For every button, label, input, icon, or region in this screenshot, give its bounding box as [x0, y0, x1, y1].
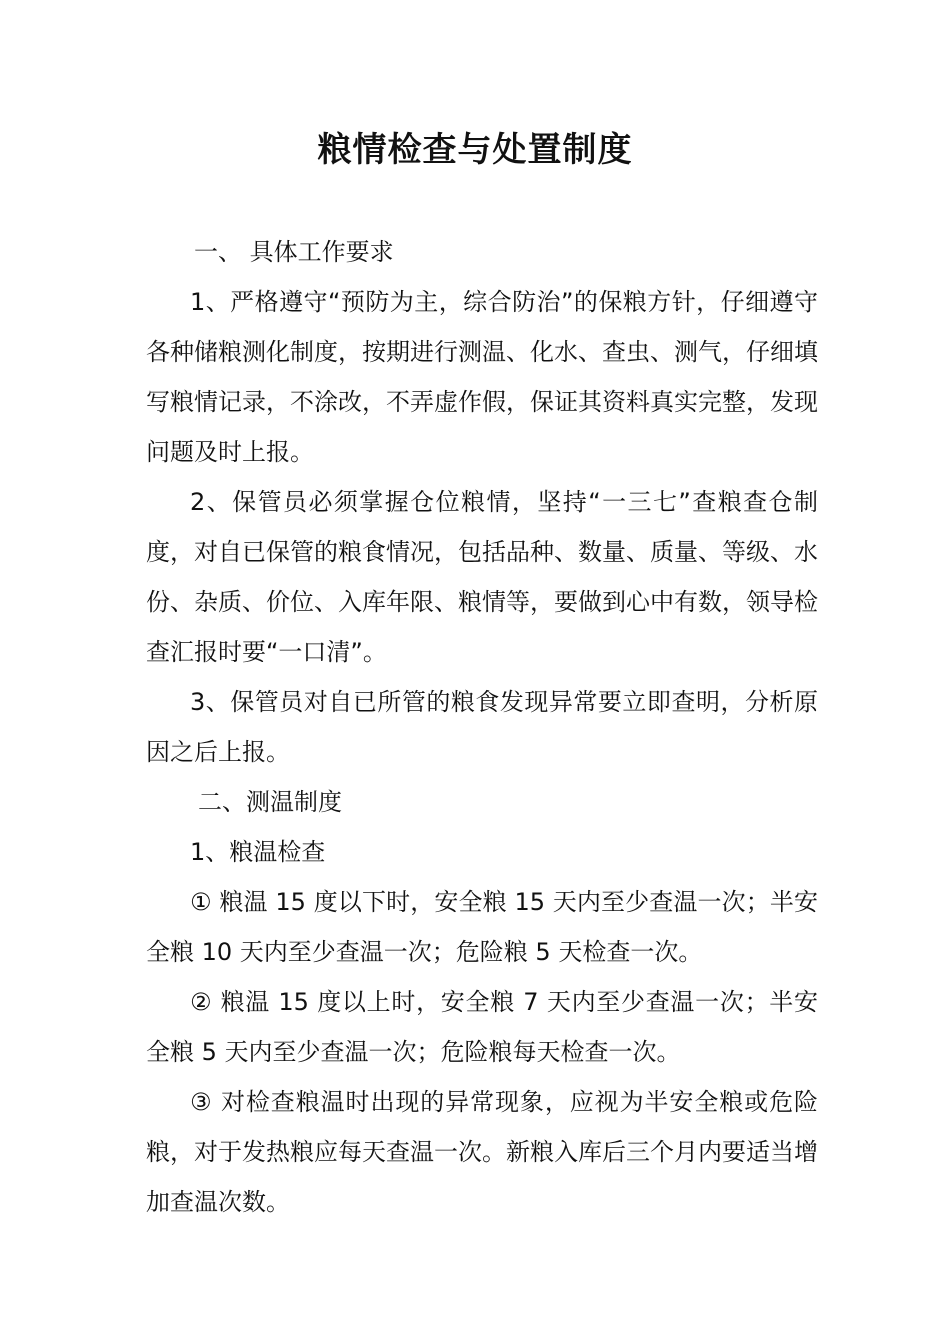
- paragraph-temperature-rule-1: ① 粮温 15 度以下时，安全粮 15 天内至少查温一次；半安全粮 10 天内至少查温一次；危险粮 5 天检查一次。: [146, 888, 818, 966]
- subheading-grain-temperature: 1、粮温检查: [190, 838, 326, 866]
- section-heading-temperature: 二、测温制度: [198, 788, 342, 816]
- paragraph-requirement-2: 2、保管员必须掌握仓位粮情，坚持“一三七”查粮查仓制度，对自已保管的粮食情况，包括品种、数量、质量、等级、水份、杂质、价位、入库年限、粮情等，要做到心中有数，领导检查汇报时要“一口清”。: [146, 488, 818, 666]
- paragraph-temperature-rule-3: ③ 对检查粮温时出现的异常现象，应视为半安全粮或危险粮，对于发热粮应每天查温一次。新粮入库后三个月内要适当增加查温次数。: [146, 1088, 818, 1216]
- section-heading-requirements: 一、 具体工作要求: [194, 238, 394, 266]
- paragraph-requirement-1: 1、严格遵守“预防为主，综合防治”的保粮方针，仔细遵守各种储粮测化制度，按期进行测温、化水、查虫、测气，仔细填写粮情记录，不涂改，不弄虚作假，保证其资料真实完整，发现问题及时上报。: [146, 288, 818, 466]
- paragraph-temperature-rule-2: ② 粮温 15 度以上时，安全粮 7 天内至少查温一次；半安全粮 5 天内至少查温一次；危险粮每天检查一次。: [146, 988, 818, 1066]
- paragraph-requirement-3: 3、保管员对自已所管的粮食发现异常要立即查明，分析原因之后上报。: [146, 688, 818, 766]
- document-title: 粮情检查与处置制度: [317, 130, 633, 170]
- document-body: [146, 227, 818, 1227]
